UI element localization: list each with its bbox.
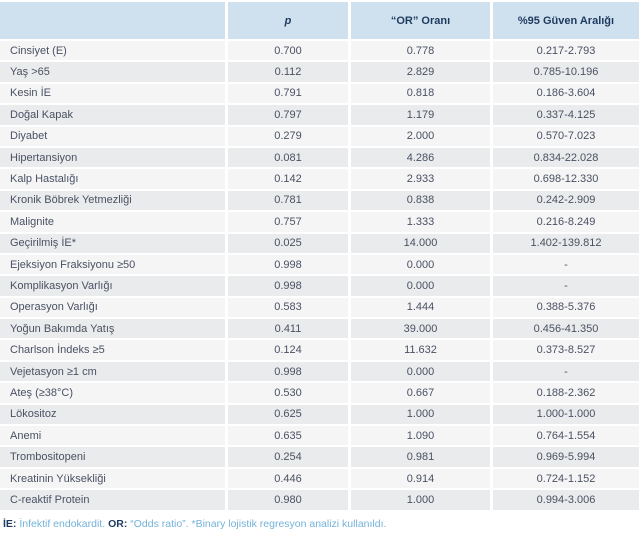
or-value-cell: 0.000 <box>351 362 490 381</box>
p-value-cell: 0.791 <box>228 84 348 103</box>
ci-value-cell: 0.456-41.350 <box>493 319 639 338</box>
header-ci-cell: %95 Güven Aralığı <box>493 2 639 39</box>
ci-value-cell: 0.186-3.604 <box>493 84 639 103</box>
p-value-cell: 0.757 <box>228 212 348 231</box>
row-label-cell: Kalp Hastalığı <box>0 169 225 188</box>
ci-value-cell: - <box>493 276 639 295</box>
row-label-cell: Vejetasyon ≥1 cm <box>0 362 225 381</box>
ci-value-cell: 0.764-1.554 <box>493 426 639 445</box>
ci-value-cell: - <box>493 362 639 381</box>
row-label-cell: C-reaktif Protein <box>0 490 225 509</box>
or-value-cell: 11.632 <box>351 340 490 359</box>
p-value-cell: 0.583 <box>228 298 348 317</box>
p-value-cell: 0.998 <box>228 362 348 381</box>
ci-value-cell: 1.000-1.000 <box>493 405 639 424</box>
p-value-cell: 0.254 <box>228 447 348 466</box>
p-value-cell: 0.112 <box>228 62 348 81</box>
row-label-cell: Doğal Kapak <box>0 105 225 124</box>
p-value-cell: 0.142 <box>228 169 348 188</box>
row-label-cell: Anemi <box>0 426 225 445</box>
p-value-cell: 0.998 <box>228 255 348 274</box>
or-value-cell: 1.444 <box>351 298 490 317</box>
p-value-cell: 0.124 <box>228 340 348 359</box>
row-label-cell: Ateş (≥38°C) <box>0 383 225 402</box>
or-value-cell: 14.000 <box>351 234 490 253</box>
row-label-cell: Kreatinin Yüksekliği <box>0 469 225 488</box>
table-footnote <box>3 518 639 531</box>
footnote-or-abbrev: OR: <box>108 517 128 530</box>
row-label-cell: Hipertansiyon <box>0 148 225 167</box>
p-value-cell: 0.081 <box>228 148 348 167</box>
p-value-cell: 0.625 <box>228 405 348 424</box>
ci-value-cell: 0.834-22.028 <box>493 148 639 167</box>
ci-value-cell: 1.402-139.812 <box>493 234 639 253</box>
ci-value-cell: 0.242-2.909 <box>493 191 639 210</box>
ci-value-cell: 0.785-10.196 <box>493 62 639 81</box>
ci-value-cell: 0.724-1.152 <box>493 469 639 488</box>
or-value-cell: 0.778 <box>351 41 490 60</box>
or-value-cell: 39.000 <box>351 319 490 338</box>
p-value-cell: 0.781 <box>228 191 348 210</box>
row-label-cell: Lökositoz <box>0 405 225 424</box>
or-value-cell: 1.000 <box>351 405 490 424</box>
row-label-cell: Trombositopeni <box>0 447 225 466</box>
row-label-cell: Ejeksiyon Fraksiyonu ≥50 <box>0 255 225 274</box>
ci-value-cell: 0.188-2.362 <box>493 383 639 402</box>
or-value-cell: 1.179 <box>351 105 490 124</box>
ci-value-cell: - <box>493 255 639 274</box>
or-value-cell: 0.981 <box>351 447 490 466</box>
ci-value-cell: 0.969-5.994 <box>493 447 639 466</box>
row-label-cell: Komplikasyon Varlığı <box>0 276 225 295</box>
or-value-cell: 0.818 <box>351 84 490 103</box>
ci-value-cell: 0.216-8.249 <box>493 212 639 231</box>
ci-value-cell: 0.373-8.527 <box>493 340 639 359</box>
footnote-ie-abbrev: İE: <box>3 517 17 530</box>
regression-table <box>0 2 639 510</box>
ci-value-cell: 0.570-7.023 <box>493 127 639 146</box>
row-label-cell: Geçirilmiş İE* <box>0 234 225 253</box>
p-value-cell: 0.530 <box>228 383 348 402</box>
row-label-cell: Charlson İndeks ≥5 <box>0 340 225 359</box>
p-value-cell: 0.700 <box>228 41 348 60</box>
row-label-cell: Malignite <box>0 212 225 231</box>
ci-value-cell: 0.337-4.125 <box>493 105 639 124</box>
ci-value-cell: 0.698-12.330 <box>493 169 639 188</box>
row-label-cell: Yoğun Bakımda Yatış <box>0 319 225 338</box>
p-value-cell: 0.025 <box>228 234 348 253</box>
row-label-cell: Operasyon Varlığı <box>0 298 225 317</box>
or-value-cell: 2.000 <box>351 127 490 146</box>
row-label-cell: Cinsiyet (E) <box>0 41 225 60</box>
or-value-cell: 1.333 <box>351 212 490 231</box>
row-label-cell: Kesin İE <box>0 84 225 103</box>
row-label-cell: Yaş >65 <box>0 62 225 81</box>
or-value-cell: 1.000 <box>351 490 490 509</box>
p-value-cell: 0.797 <box>228 105 348 124</box>
or-value-cell: 1.090 <box>351 426 490 445</box>
p-value-cell: 0.980 <box>228 490 348 509</box>
or-value-cell: 2.829 <box>351 62 490 81</box>
or-value-cell: 0.667 <box>351 383 490 402</box>
ci-value-cell: 0.994-3.006 <box>493 490 639 509</box>
row-label-cell: Diyabet <box>0 127 225 146</box>
p-value-cell: 0.998 <box>228 276 348 295</box>
header-corner-cell <box>0 2 225 39</box>
or-value-cell: 0.000 <box>351 276 490 295</box>
header-p-cell: p <box>228 2 348 39</box>
or-value-cell: 0.000 <box>351 255 490 274</box>
header-or-cell: “OR” Oranı <box>351 2 490 39</box>
p-value-cell: 0.635 <box>228 426 348 445</box>
or-value-cell: 0.914 <box>351 469 490 488</box>
ci-value-cell: 0.217-2.793 <box>493 41 639 60</box>
row-label-cell: Kronik Böbrek Yetmezliği <box>0 191 225 210</box>
p-value-cell: 0.279 <box>228 127 348 146</box>
or-value-cell: 0.838 <box>351 191 490 210</box>
footnote-ie-text: İnfektif endokardit. <box>16 517 109 530</box>
p-value-cell: 0.446 <box>228 469 348 488</box>
ci-value-cell: 0.388-5.376 <box>493 298 639 317</box>
or-value-cell: 4.286 <box>351 148 490 167</box>
footnote-or-text: “Odds ratio”. *Binary lojistik regresyon analizi kullanıldı. <box>127 517 387 530</box>
p-value-cell: 0.411 <box>228 319 348 338</box>
or-value-cell: 2.933 <box>351 169 490 188</box>
